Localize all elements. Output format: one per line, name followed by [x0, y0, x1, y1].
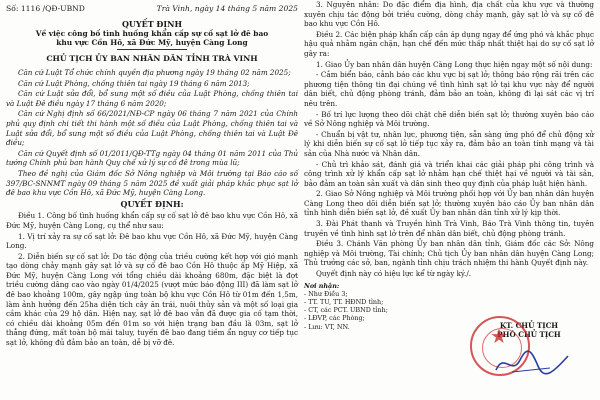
article-1-item-2: 2. Diễn biến sự cố sạt lở: Do tác động của triều cường kết hợp với gió mạnh tạo dòng chảy mạnh gây sạt lở và sự cố đê bao Cồn Hô thuộc ấp Mỹ Hiệp, xã Đức Mỹ, huyện Càng Long với tổng chiều dài khoảng 680m, đặc biệt là đợt triều cường dâng cao vào ngày 01/4/2025 (vượt mức báo động III) đã làm sạt lở đê bao khoảng 100m, gây ngập úng toàn bộ khu vực Cồn Hô từ 01m đến 1,5m, làm ảnh hưởng đến 25ha diện tích cây ăn trái, nuôi thủy sản và một số loại gia cầm khác của 29 hộ dân. Hiện nay, sạt lở đê bao vẫn đã được gia cố tạm thời, có chiều dài khoảng 05m đến 01m so với hiện trạng ban đầu là 03m, sạt lở thẳng đứng, mất toàn bộ mái taluy, tuyến đê bao đang tiềm ẩn nguy cơ tiếp tục sạt lở, không đủ đảm bảo an toàn, dễ bị vỡ đê. — [6, 251, 298, 348]
article-2-bullet-2: - Bố trí lực lượng theo dõi chặt chẽ diễn biến sạt lở; thường xuyên báo cáo về Sở Nông nghiệp và Môi trường. — [304, 109, 594, 129]
article-2-bullet-3: - Chuẩn bị vật tư, nhân lực, phương tiện, sẵn sàng ứng phó để chủ động xử lý khi diễn biến sự cố sạt lở tiếp tục xảy ra, đảm bảo an toàn tính mạng và tài sản của Nhà nước và Nhân dân. — [304, 129, 594, 158]
signer-role-1: KT. CHỦ TỊCH — [499, 321, 559, 330]
article-2-item-3: 3. Đài Phát thanh và Truyền hình Trà Vinh, Báo Trà Vinh thông tin, tuyên truyền về tình hình sạt lở trên để nhân dân biết, chủ động phòng tránh. — [304, 219, 594, 238]
basis-5: Căn cứ Quyết định số 01/2011/QĐ-TTg ngày 04 tháng 01 năm 2011 của Thủ tướng Chính phủ ban hành Quy chế xử lý sự cố đê trong mùa lũ; — [6, 148, 298, 168]
recipients-title: Nơi nhận: — [304, 281, 340, 290]
title-divider — [117, 49, 187, 50]
article-2-bullet-1: - Cắm biển báo, cảnh báo các khu vực bị sạt lở; thông báo rộng rãi trên các phương tiện thông tin đại chúng về tình hình sạt lở tại khu vực này để người dân biết, chủ động phòng tránh, đảm bảo an toàn, không đi lại sát các vị trí nêu trên. — [304, 70, 594, 108]
place-date: Trà Vinh, ngày 14 tháng 5 năm 2025 — [156, 4, 298, 13]
article-2-bullet-4: - Chủ trì khảo sát, đánh giá và triển khai các giải pháp phi công trình và công trình xử lý khẩn cấp sạt lở nhằm hạn chế thiệt hại về người và tài sản, bảo đảm an toàn sản xuất và dân sinh theo quy định của pháp luật hiện hành. — [304, 159, 594, 188]
article-2-item-2: 2. Giao Sở Nông nghiệp và Môi trường phối hợp với Ủy ban nhân dân huyện Càng Long theo dõi diễn biến sạt lở; thường xuyên báo cáo Ủy ban nhân dân tỉnh hình diễn biến sạt lở, đề xuất Ủy ban nhân dân tỉnh xử lý kịp thời. — [304, 189, 594, 218]
signature-block — [466, 322, 592, 398]
article-2-intro: Điều 2. Các biện pháp khẩn cấp cần áp dụng ngay để ứng phó và khắc phục hậu quả nhằm ngăn chặn, hạn chế đến mức thấp nhất thiệt hại do sự cố sạt lở gây ra: — [304, 29, 594, 58]
document-title: QUYẾT ĐỊNH — [121, 18, 183, 29]
article-3: Điều 3. Chánh Văn phòng Ủy ban nhân dân tỉnh, Giám đốc các Sở: Nông nghiệp và Môi trường, Tài chính; Chủ tịch Ủy ban nhân dân huyện Càng Long; Thủ trưởng các sở, ban, ngành tỉnh chịu trách nhiệm thi hành Quyết định này. — [304, 239, 594, 268]
effective-clause: Quyết định này có hiệu lực kể từ ngày ký./. — [316, 269, 472, 279]
left-column — [6, 0, 298, 349]
basis-2: Căn cứ Luật Phòng, chống thiên tai ngày 19 tháng 6 năm 2013; — [18, 78, 250, 88]
basis-3: Căn cứ Luật sửa đổi, bổ sung một số điều của Luật Phòng, chống thiên tai và Luật Đê điều ngày 17 tháng 6 năm 2020; — [6, 89, 298, 108]
recipients-block — [304, 282, 454, 331]
subject-line-2: khu vực Cồn Hô, xã Đức Mỹ, huyện Càng Long — [56, 38, 248, 47]
recipient-item: - CT, các PCT. UBND tỉnh; — [304, 306, 388, 315]
basis-1: Căn cứ Luật Tổ chức chính quyền địa phương ngày 19 tháng 02 năm 2025; — [18, 68, 291, 77]
issuer: CHỦ TỊCH ỦY BAN NHÂN DÂN TỈNH TRÀ VINH — [46, 54, 258, 64]
signer-role-2: PHÓ CHỦ TỊCH — [497, 329, 561, 339]
handwritten-signature-icon — [492, 348, 572, 378]
recipient-item: - Lưu: VT, NN. — [304, 322, 350, 331]
header-line — [6, 4, 298, 14]
article-1-item-1: 1. Vị trí xảy ra sự cố sạt lở: Đê bao khu vực Cồn Hô, xã Đức Mỹ, huyện Càng Long. — [6, 231, 298, 251]
document-number: Số: 1116 /QĐ-UBND — [6, 4, 85, 13]
right-column — [304, 0, 594, 331]
decide-heading: QUYẾT ĐỊNH: — [120, 198, 184, 209]
basis-4: Căn cứ Nghị định số 66/2021/NĐ-CP ngày 06 tháng 7 năm 2021 của Chính phủ quy định chi tiết thi hành một số điều của Luật Phòng, chống thiên tai và Luật sửa đổi, bổ sung một số điều của Luật Phòng, chống thiên tai và Luật Đê điều; — [6, 109, 298, 148]
article-1-item-3: 3. Nguyên nhân: Do đặc điểm địa hình, địa chất của khu vực và thường xuyên chịu tác động bởi triều cường, dòng chảy mạnh, gây sạt lở và sự cố đê bao khu vực Cồn Hô. — [304, 0, 594, 29]
recipient-item: - LĐVP, các Phòng; — [304, 314, 365, 323]
seal-star-icon: ★ — [490, 324, 508, 348]
recipient-item: - TT. TU, TT. HĐND tỉnh; — [304, 298, 384, 307]
subject-line-1: Về việc công bố tình huống khẩn cấp sự cố sạt lở đê bao — [35, 28, 269, 38]
recipient-item: - Như Điều 3; — [304, 289, 348, 298]
basis-6: Theo đề nghị của Giám đốc Sở Nông nghiệp và Môi trường tại Báo cáo số 397/BC-SNNMT ngày 09 tháng 5 năm 2025 đề xuất giải pháp khắc phục sạt lở đê bao khu vực Cồn Hô, xã Đức Mỹ, huyện Càng Long. — [6, 168, 298, 198]
article-2-item-1: 1. Giao Ủy ban nhân dân huyện Càng Long thực hiện ngay một số nội dung: — [316, 59, 593, 69]
article-1-intro: Điều 1. Công bố tình huống khẩn cấp sự cố sạt lở đê bao khu vực Cồn Hô, xã Đức Mỹ, huyện Càng Long, cụ thể như sau: — [6, 211, 298, 230]
